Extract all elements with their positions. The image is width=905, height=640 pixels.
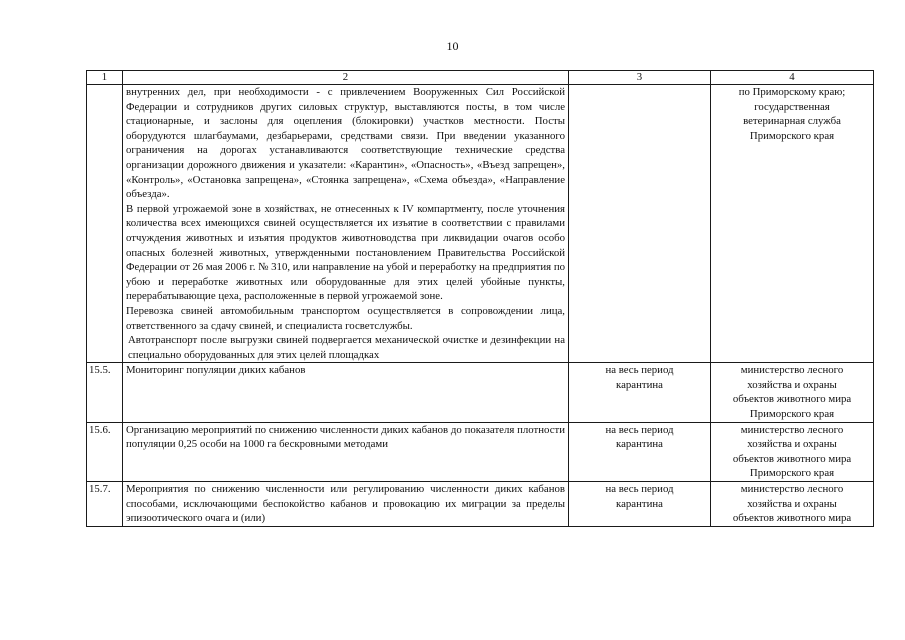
responsible-line: хозяйства и охраны	[747, 497, 837, 510]
row-responsible	[711, 363, 874, 422]
row-number: 15.5.	[87, 363, 123, 422]
period-line: на весь период	[605, 483, 674, 496]
row-responsible	[711, 85, 874, 363]
table-row-15-7	[87, 482, 874, 527]
paragraph: Автотранспорт после выгрузки свиней подвергается механической очистке и дезинфекции на специально оборудованных для этих целей площадках	[128, 334, 565, 361]
page-number: 10	[446, 39, 459, 53]
header-col-4: 4	[711, 71, 874, 85]
table-row-15-6	[87, 422, 874, 481]
row-period	[569, 422, 711, 481]
row-number: 15.6.	[87, 422, 123, 481]
responsible-line: объектов животного мира	[732, 452, 852, 465]
period-line: карантина	[616, 378, 663, 391]
responsible-line: министерство лесного	[740, 423, 844, 436]
row-period	[569, 482, 711, 527]
period-line: карантина	[616, 497, 663, 510]
responsible-line: министерство лесного	[740, 483, 844, 496]
responsible-line: хозяйства и охраны	[747, 378, 837, 391]
responsible-line: объектов животного мира	[732, 393, 852, 406]
period-line: карантина	[616, 438, 663, 451]
header-col-2: 2	[123, 71, 569, 85]
row-text: Организацию мероприятий по снижению численности диких кабанов до показателя плотности популяции 0,25 особи на 1000 га бескровными методами	[123, 422, 569, 481]
paragraph: внутренних дел, при необходимости - с привлечением Вооруженных Сил Российской Федерации и сотрудников других силовых структур, выставляются посты, в том числе стационарные, и заслоны для оцепления (блокировки) участков местности. Посты оборудуются шлагбаумами, дезбарьерами, средствами связи. При введении указанного ограничения на дорогах устанавливаются соответствующие технические средства организации дорожного движения и указатели: «Карантин», «Опасность», «Въезд запрещен», «Контроль», «Остановка запрещена», «Стоянка запрещена», «Схема объезда», «Направление объезда».	[126, 86, 565, 201]
header-col-3: 3	[569, 71, 711, 85]
header-col-1: 1	[87, 71, 123, 85]
responsible-line: Приморского края	[749, 129, 835, 142]
row-responsible	[711, 482, 874, 527]
row-text: Мероприятия по снижению численности или регулированию численности диких кабанов способами, исключающими беспокойство кабанов и провокацию их миграции за пределы эпизоотического очага и (или)	[123, 482, 569, 527]
responsible-line: Приморского края	[749, 408, 835, 421]
responsible-line: Приморского края	[749, 467, 835, 480]
row-period	[569, 85, 711, 363]
responsible-line: министерство лесного	[740, 364, 844, 377]
row-period	[569, 363, 711, 422]
responsible-line: ветеринарная служба	[743, 115, 841, 128]
responsible-line: по Приморскому краю;	[738, 86, 846, 98]
period-line: на весь период	[605, 364, 674, 377]
table-header-row	[87, 71, 874, 85]
row-text: Мониторинг популяции диких кабанов	[123, 363, 569, 422]
responsible-line: государственная	[754, 100, 830, 113]
row-number	[87, 85, 123, 363]
table-row-continuation	[87, 85, 874, 363]
row-responsible	[711, 422, 874, 481]
row-number: 15.7.	[87, 482, 123, 527]
paragraph: В первой угрожаемой зоне в хозяйствах, не отнесенных к IV компартменту, после уточнения количества всех имеющихся свиней осуществляется их изъятие в соответствии с правилами отчуждения животных и изъятия продуктов животноводства при ликвидации очагов особо опасных болезней животных, утвержденными постановлением Правительства Российской Федерации от 26 мая 2006 г. № 310, или направление на убой и переработку на предприятия по убою и переработке животных или оборудованные для этих целей убойные пункты, перерабатывающие цеха, расположенные в первой угрожаемой зоне.	[126, 202, 565, 303]
table-row-15-5	[87, 363, 874, 422]
responsible-line: объектов животного мира	[732, 512, 852, 525]
period-line: на весь период	[605, 423, 674, 436]
measures-table	[86, 70, 874, 527]
paragraph: Перевозка свиней автомобильным транспортом осуществляется в сопровождении лица, ответственного за сдачу свиней, и специалиста госветслужбы.	[126, 304, 565, 332]
responsible-line: хозяйства и охраны	[747, 438, 837, 451]
row-text	[123, 85, 569, 363]
